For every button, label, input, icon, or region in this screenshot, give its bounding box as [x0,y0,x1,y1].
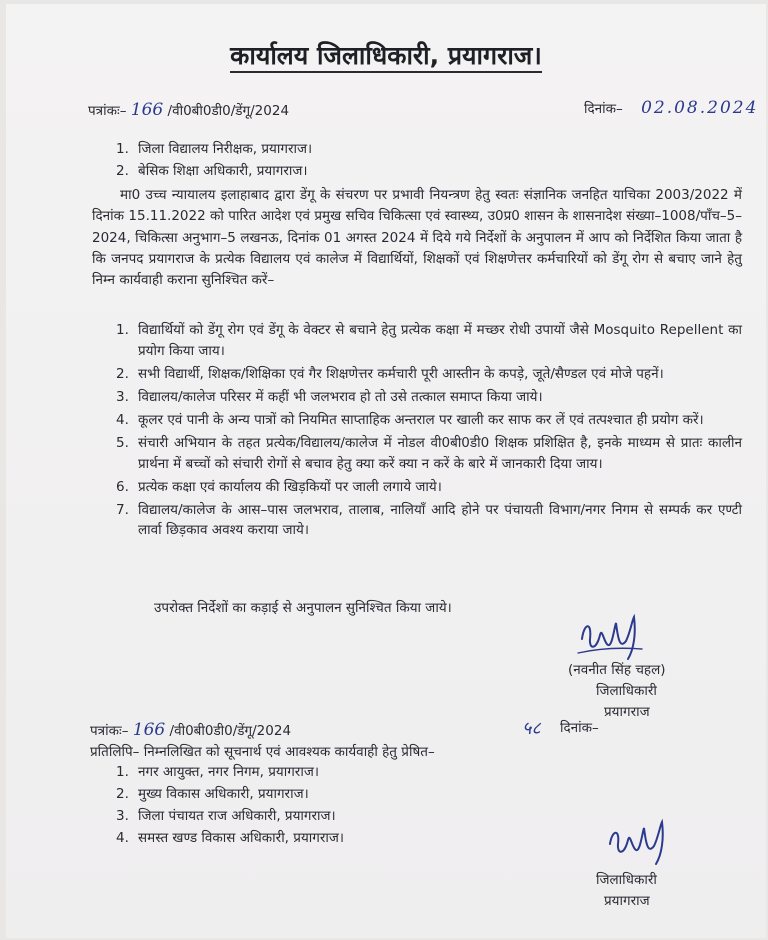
directive-text: विद्यालय/कालेज परिसर में कहीं भी जलभराव हो तो उसे तत्काल समाप्त किया जाये। [138,388,543,405]
copy-date-label: दिनांक– [560,720,599,736]
list-item [116,410,742,431]
ref-code: /वी0बी0डी0/डेंगू/2024 [169,723,292,739]
copy-recipient-text: मुख्य विकास अधिकारी, प्रयागराज। [138,786,309,802]
date-handwritten: 02.08.2024 [641,98,759,118]
item-number: 7. [116,501,129,518]
list-item [116,827,344,849]
copy-reference-number [90,720,291,740]
signatory-designation: जिलाधिकारी [596,683,657,699]
item-number: 3. [116,808,129,824]
directive-text: कूलर एवं पानी के अन्य पात्रों को नियमित साप्ताहिक अन्तराल पर खाली कर साफ कर लें एवं तत्पश्चात ही प्रयोग करें। [138,411,704,428]
copy-recipient-text: नगर आयुक्त, नगर निगम, प्रयागराज। [138,764,319,780]
letter-date [584,98,758,118]
recipient-text: जिला विद्यालय निरीक्षक, प्रयागराज। [138,141,313,157]
list-item [116,364,742,385]
list-item [116,477,742,498]
ref-label: पत्रांकः– [88,103,127,119]
directive-text: संचारी अभियान के तहत प्रत्येक/विद्यालय/कालेज में नोडल वी0बी0डी0 शिक्षक प्रशिक्षित है, इनके माध्यम से प्रातः कालीन प्रार्थना में बच्चों को संचारी रोगों से बचाव हेतु क्या करें क्या न करें के बारे में जानकारी दिया जाय। [138,434,742,472]
list-item [116,433,742,474]
item-number: 1. [116,322,129,338]
directive-text: प्रत्येक कक्षा एवं कार्यालय की खिड़कियों पर जाली लगाये जाये। [138,478,442,495]
handwritten-mark: ५८ [522,718,541,739]
list-item [116,500,742,541]
item-number: 3. [116,388,129,405]
date-label: दिनांक– [584,101,623,117]
signature-icon [604,816,670,870]
directive-text: विद्यालय/कालेज के आस–पास जलभराव, तालाब, नालियाँ आदि होने पर पंचायती विभाग/नगर निगम से सम्पर्क कर एण्टी लार्वा छिड़काव अवश्य कराया जाये। [138,501,742,539]
directive-text: सभी विद्यार्थी, शिक्षक/शिक्षिका एवं गैर शिक्षणेत्तर कर्मचारी पूरी आस्तीन के कपड़े, जूते/सैण्डल एवं मोजे पहनें। [138,365,664,382]
ref-number-handwritten: 166 [132,720,166,740]
signatory-city: प्रयागराज [604,893,650,909]
recipient-list [116,138,312,182]
reference-number [88,100,289,120]
copy-heading: प्रतिलिपि– निम्नलिखित को सूचनार्थ एवं आवश्यक कार्यवाही हेतु प्रेषित– [90,744,435,760]
item-number: 2. [116,365,129,382]
signatory-name: (नवनीत सिंह चहल) [568,662,666,678]
copy-recipient-text: जिला पंचायत राज अधिकारी, प्रयागराज। [138,808,336,824]
ref-code: /वी0बी0डी0/डेंगू/2024 [167,103,290,119]
item-number: 4. [116,830,129,846]
signatory-city: प्रयागराज [604,704,650,720]
copy-recipient-text: समस्त खण्ड विकास अधिकारी, प्रयागराज। [138,830,345,846]
list-item [116,160,312,182]
item-number: 5. [116,434,129,451]
item-number: 6. [116,478,129,495]
item-number: 4. [116,411,129,428]
list-item [116,138,312,160]
list-item [116,387,742,408]
body-paragraph: मा0 उच्च न्यायालय इलाहाबाद द्वारा डेंगू के संचरण पर प्रभावी नियन्त्रण हेतु स्वतः संज्ञानिक जनहित याचिका 2003/2022 में दिनांक 15.11.2022 को पारित आदेश एवं प्रमुख सचिव चिकित्सा एवं स्वास्थ्य, उ0प्र0 शासन के शासनादेश संख्या–1008/पाँच–5–2024, चिकित्सा अनुभाग–5 लखनऊ, दिनांक 01 अगस्त 2024 में दिये गये निर्देशों के अनुपालन में आप को निर्देशित किया जाता है कि जनपद प्रयागराज के प्रत्येक विद्यालय एवं कालेज में विद्यार्थियों, शिक्षकों एवं शिक्षणेत्तर कर्मचारियों को डेंगू रोग से बचाए जाने हेतु निम्न कार्यवाही कराना सुनिश्चित करें– [92,187,742,289]
item-number: 1. [116,141,129,157]
copy-list [116,761,344,849]
list-item [116,320,742,361]
directive-text: विद्यार्थियों को डेंगू रोग एवं डेंगू के वेक्टर से बचाने हेतु प्रत्येक कक्षा में मच्छर रोधी उपायों जैसे Mosquito Repellent का प्रयोग किया जाय। [138,322,742,359]
list-item [116,761,344,783]
list-item [116,805,344,827]
page-title [6,38,766,72]
item-number: 2. [116,786,129,802]
directive-list [116,320,742,543]
item-number: 2. [116,163,129,179]
signatory-designation: जिलाधिकारी [596,872,657,888]
letter-page [6,4,766,938]
signature-icon [576,609,646,667]
recipient-text: बेसिक शिक्षा अधिकारी, प्रयागराज। [138,163,308,179]
closing-line: उपरोक्त निर्देशों का कड़ाई से अनुपालन सुनिश्चित किया जाये। [154,600,452,616]
item-number: 1. [116,764,129,780]
ref-number-handwritten: 166 [130,100,164,120]
ref-label: पत्रांकः– [90,723,129,739]
list-item [116,783,344,805]
office-title: कार्यालय जिलाधिकारी, प्रयागराज। [230,41,542,73]
